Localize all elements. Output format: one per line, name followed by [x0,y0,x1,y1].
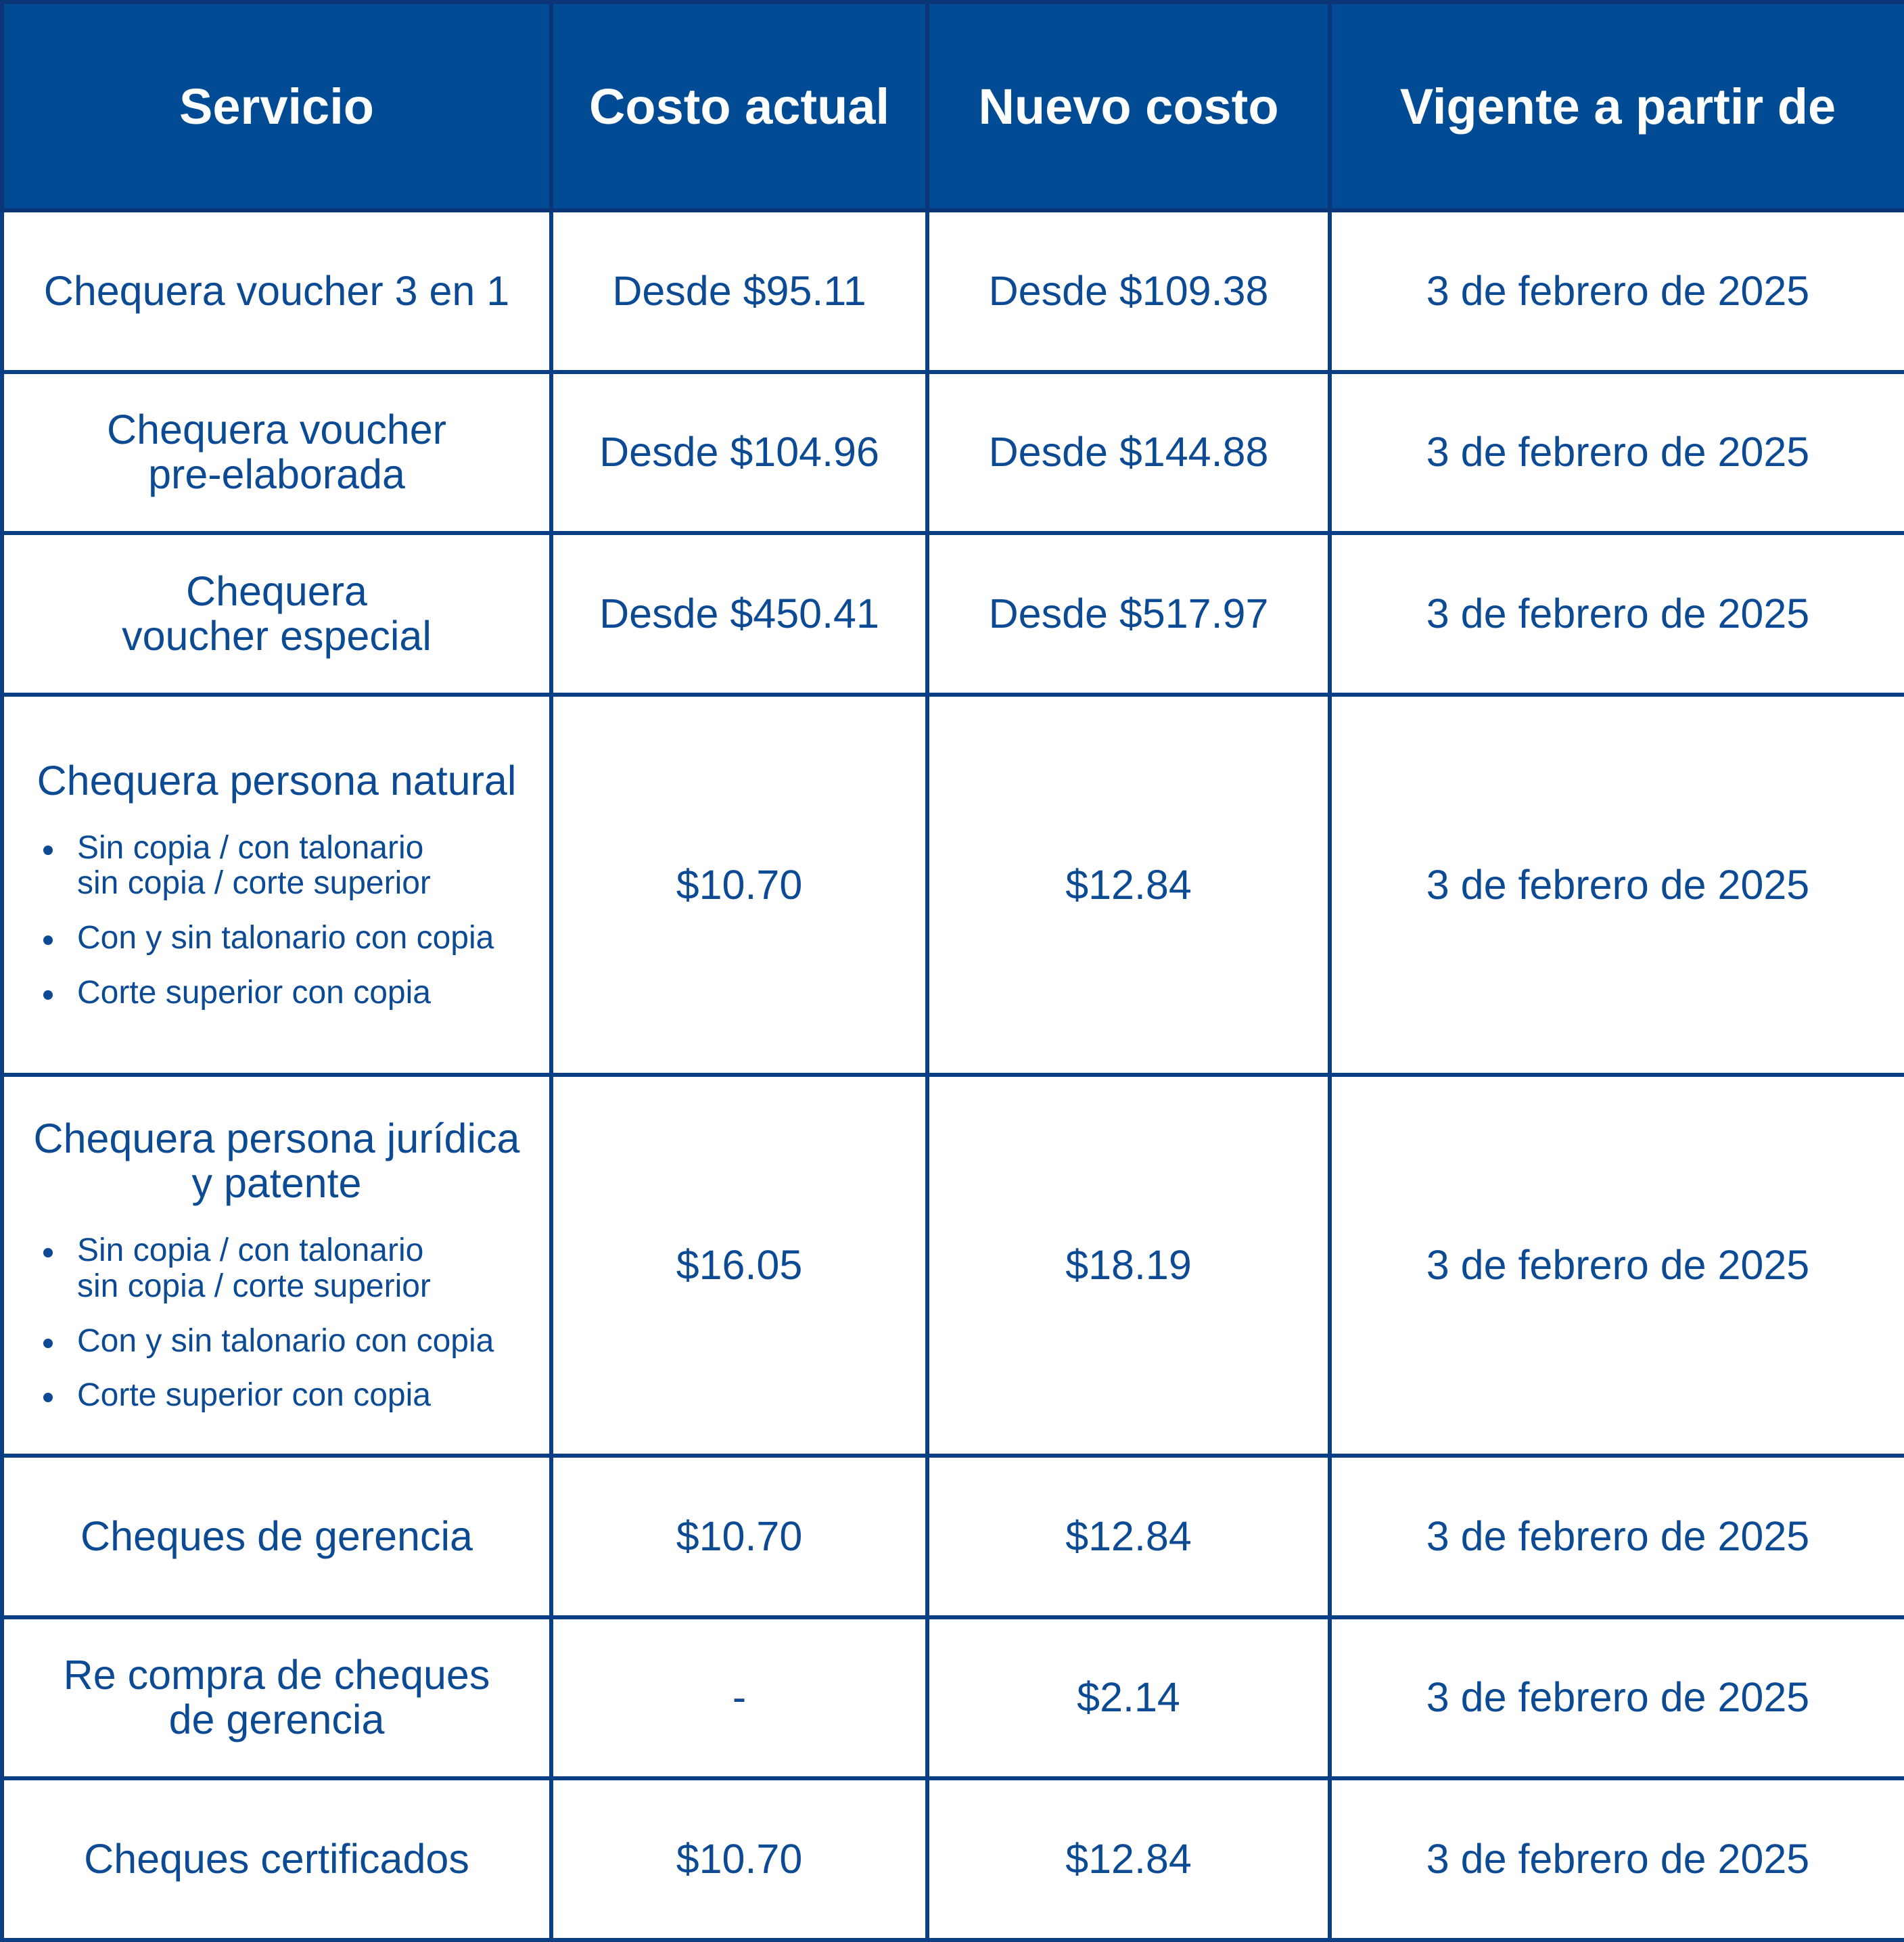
bullet-item [43,831,537,902]
service-title: Chequera persona natural [37,757,517,804]
table-row [2,1617,1904,1779]
effective-date-cell: 3 de febrero de 2025 [1330,533,1904,695]
current-cost-cell: Desde $450.41 [551,533,927,695]
table-row [2,210,1904,372]
service-line: Re compra de cheques [63,1652,490,1698]
current-cost-cell: $10.70 [551,695,927,1076]
current-cost-cell: $10.70 [551,1778,927,1940]
service-cell: Chequera voucher 3 en 1 [2,210,551,372]
current-cost-cell: - [551,1617,927,1779]
table-row [2,1778,1904,1940]
table-row [2,1075,1904,1456]
service-cell [2,372,551,534]
effective-date-cell: 3 de febrero de 2025 [1330,1456,1904,1617]
service-bullet-list [16,831,537,1011]
bullet-item [43,921,537,956]
bullet-line: Con y sin talonario con copia [77,920,494,956]
bullet-line: Corte superior con copia [77,974,431,1011]
service-line: de gerencia [168,1696,385,1742]
effective-date-cell: 3 de febrero de 2025 [1330,372,1904,534]
bullet-item [43,1324,537,1360]
effective-date-cell: 3 de febrero de 2025 [1330,695,1904,1076]
bullet-line: Sin copia / con talonario [77,1232,424,1268]
table-row [2,1456,1904,1617]
service-cell [2,695,551,1076]
current-cost-cell: Desde $104.96 [551,372,927,534]
header-nuevo-costo: Nuevo costo [927,2,1330,210]
service-bullet-list [16,1233,537,1414]
current-cost-cell: $16.05 [551,1075,927,1456]
service-title [16,1117,537,1206]
current-cost-cell: $10.70 [551,1456,927,1617]
service-cell [2,1075,551,1456]
new-cost-cell: $18.19 [927,1075,1330,1456]
header-servicio: Servicio [2,2,551,210]
service-title-line: y patente [191,1160,362,1207]
service-cell [2,533,551,695]
bullet-line: Corte superior con copia [77,1377,431,1414]
service-line: pre-elaborada [148,450,405,497]
table-row [2,533,1904,695]
bullet-item [43,1233,537,1305]
bullet-line: sin copia / corte superior [77,1268,431,1304]
current-cost-cell: Desde $95.11 [551,210,927,372]
bullet-line: sin copia / corte superior [77,865,431,902]
bullet-line: Con y sin talonario con copia [77,1322,494,1359]
table-row [2,695,1904,1076]
new-cost-cell: $2.14 [927,1617,1330,1779]
new-cost-cell: $12.84 [927,1778,1330,1940]
bullet-item [43,975,537,1011]
table-row [2,372,1904,534]
new-cost-cell: $12.84 [927,1456,1330,1617]
new-cost-cell: Desde $144.88 [927,372,1330,534]
bullet-line: Sin copia / con talonario [77,829,424,866]
service-line: voucher especial [122,612,432,659]
service-title-line: Chequera persona jurídica [33,1115,520,1162]
header-costo-actual: Costo actual [551,2,927,210]
effective-date-cell: 3 de febrero de 2025 [1330,1075,1904,1456]
new-cost-cell: Desde $109.38 [927,210,1330,372]
new-cost-cell: Desde $517.97 [927,533,1330,695]
service-cell [2,1617,551,1779]
service-line: Chequera [186,568,367,614]
bullet-item [43,1378,537,1414]
effective-date-cell: 3 de febrero de 2025 [1330,1778,1904,1940]
effective-date-cell: 3 de febrero de 2025 [1330,1617,1904,1779]
service-line: Chequera voucher [107,407,446,453]
effective-date-cell: 3 de febrero de 2025 [1330,210,1904,372]
service-cell: Cheques certificados [2,1778,551,1940]
header-row [2,2,1904,210]
service-cell: Cheques de gerencia [2,1456,551,1617]
new-cost-cell: $12.84 [927,695,1330,1076]
header-vigente: Vigente a partir de [1330,2,1904,210]
